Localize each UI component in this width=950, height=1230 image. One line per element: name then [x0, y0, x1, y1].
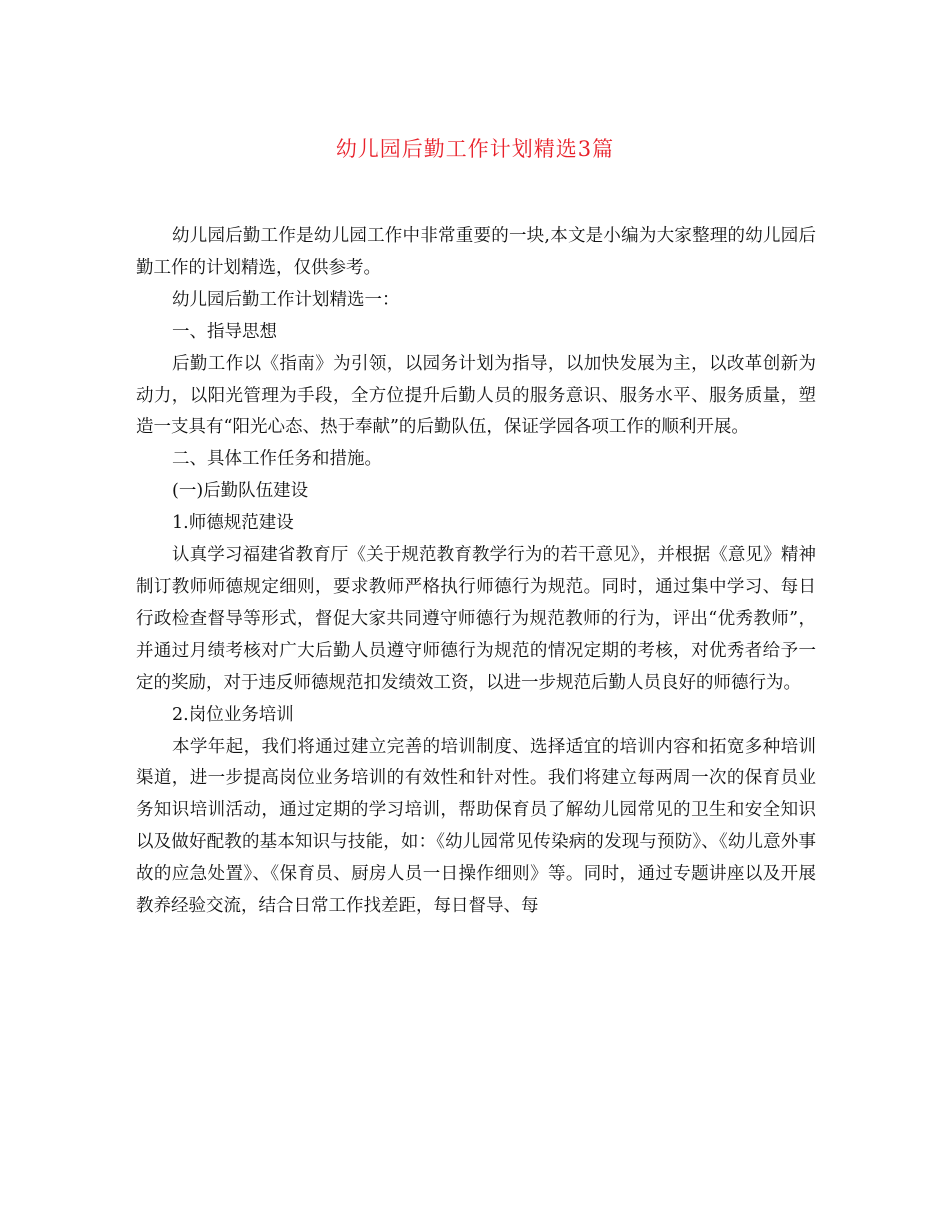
- document-title: 幼儿园后勤工作计划精选3篇: [335, 137, 615, 161]
- section-heading-tasks-measures: 二、具体工作任务和措施。: [172, 449, 382, 470]
- item-heading-ethics: 1.师德规范建设: [172, 513, 294, 534]
- paragraph-training: 本学年起，我们将通过建立完善的培训制度、选择适宜的培训内容和拓宽多种培训渠道，进一步提高岗位业务培训的有效性和针对性。我们将建立每两周一次的保育员业务知识培训活动，通过定期的学习培训，帮助保育员了解幼儿园常见的卫生和安全知识以及做好配教的基本知识与技能，如：《幼儿园常见传染病的发现与预防》、《幼儿意外事故的应急处置》、《保育员、厨房人员一日操作细则》等。同时，通过专题讲座以及开展教养经验交流，结合日常工作找差距，每日督导、每: [136, 736, 816, 917]
- subsection-heading-team-building: (一)后勤队伍建设: [172, 481, 309, 502]
- section-heading-guiding-idea: 一、指导思想: [172, 321, 277, 342]
- paragraph-guiding-idea: 后勤工作以《指南》为引领，以园务计划为指导，以加快发展为主，以改革创新为动力，以阳光管理为手段，全方位提升后勤人员的服务意识、服务水平、服务质量，塑造一支具有“阳光心态、热于奉献”的后勤队伍，保证学园各项工作的顺利开展。: [136, 353, 816, 438]
- paragraph-intro: 幼儿园后勤工作是幼儿园工作中非常重要的一块,本文是小编为大家整理的幼儿园后勤工作的计划精选，仅供参考。: [136, 226, 816, 278]
- document-body: [136, 221, 816, 923]
- item-heading-training: 2.岗位业务培训: [172, 704, 294, 725]
- paragraph-plan-one-heading: 幼儿园后勤工作计划精选一：: [172, 289, 400, 310]
- paragraph-ethics: 认真学习福建省教育厅《关于规范教育教学行为的若干意见》，并根据《意见》精神制订教师师德规定细则，要求教师严格执行师德行为规范。同时，通过集中学习、每日行政检查督导等形式，督促大家共同遵守师德行为规范教师的行为，评出“优秀教师”，并通过月绩考核对广大后勤人员遵守师德行为规范的情况定期的考核，对优秀者给予一定的奖励，对于违反师德规范扣发绩效工资，以进一步规范后勤人员良好的师德行为。: [136, 545, 816, 693]
